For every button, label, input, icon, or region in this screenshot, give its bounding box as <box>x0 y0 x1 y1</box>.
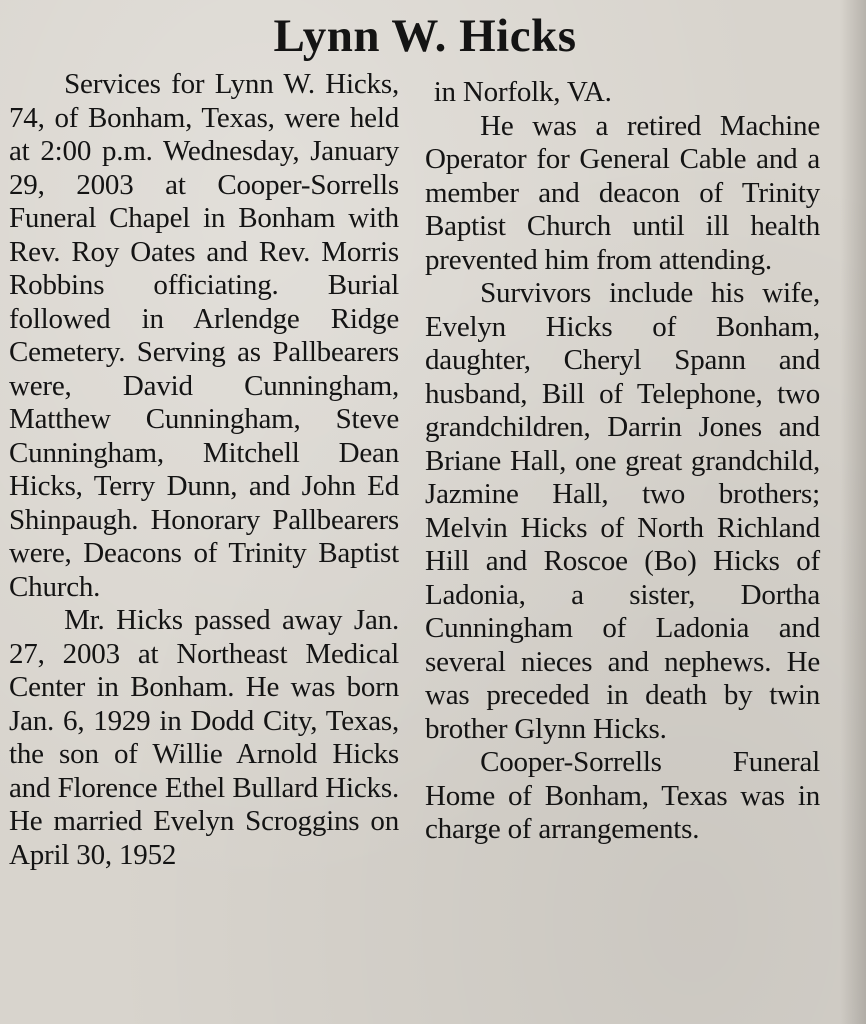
survivors-paragraph: Survivors include his wife, Evelyn Hicks of Bonham, daughter, Cheryl Spann and husband, Bill of Telephone, two grandchildren, Darrin Jones and Briane Hall, one great grandchild, Jazmine Hall, two brothers; Melvin Hicks of North Richland Hill and Roscoe (Bo) Hicks of Ladonia, a sister, Dortha Cunningham of Ladonia and several nieces and nephews. He was preceded in death by twin brother Glynn Hicks. <box>425 277 820 745</box>
right-text-column <box>425 76 820 847</box>
continued-text: in Norfolk, VA. <box>433 76 612 108</box>
services-paragraph: Services for Lynn W. Hicks, 74, of Bonham, Texas, were held at 2:00 p.m. Wednesday, January 29, 2003 at Cooper-Sorrells Funeral Chapel in Bonham with Rev. Roy Oates and Rev. Morris Robbins officiating. Burial followed in Arlendge Ridge Cemetery. Serving as Pallbearers were, David Cunningham, Matthew Cunningham, Steve Cunningham, Mitchell Dean Hicks, Terry Dunn, and John Ed Shinpaugh. Honorary Pallbearers were, Deacons of Trinity Baptist Church. <box>9 68 399 603</box>
career-paragraph: He was a retired Machine Operator for General Cable and a member and deacon of Trinity Baptist Church until ill health prevented him from attending. <box>425 109 820 276</box>
biography-paragraph: Mr. Hicks passed away Jan. 27, 2003 at Northeast Medical Center in Bonham. He was born Jan. 6, 1929 in Dodd City, Texas, the son of Willie Arnold Hicks and Florence Ethel Bullard Hicks. He married Evelyn Scroggins on April 30, 1952 <box>9 604 399 871</box>
arrangements-paragraph: Cooper-Sorrells Funeral Home of Bonham, Texas was in charge of arrangements. <box>425 746 820 845</box>
obituary-headline: Lynn W. Hicks <box>273 10 577 62</box>
left-text-column <box>9 68 399 872</box>
